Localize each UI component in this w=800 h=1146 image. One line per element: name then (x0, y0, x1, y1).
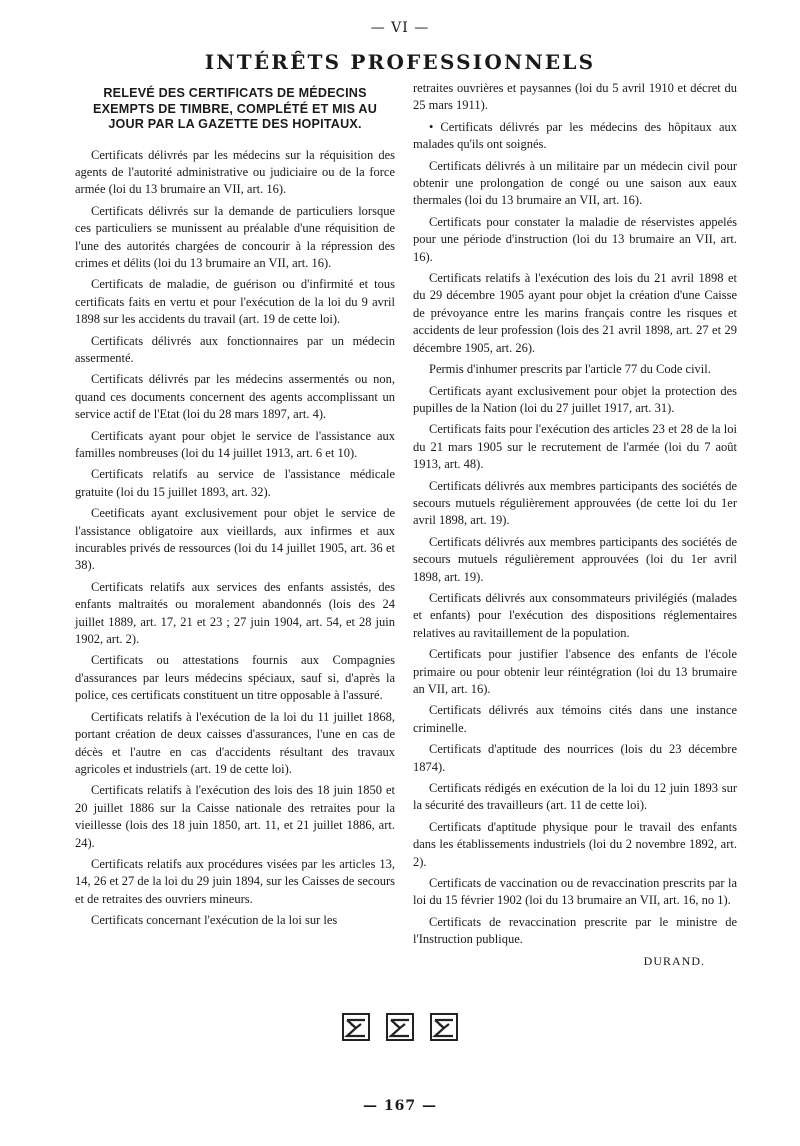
certificate-paragraph: Certificats d'aptitude des nourrices (lois du 23 décembre 1874). (413, 742, 737, 774)
certificate-paragraph: Certificats ayant pour objet le service de l'assistance aux familles nombreuses (loi du 14 juillet 1913, art. 6 et 10). (75, 428, 395, 460)
certificate-paragraph: Certificats pour constater la maladie de réservistes appelés pour une période d'instruction (loi du 13 brumaire an VII, art. 16). (413, 214, 737, 264)
certificate-paragraph: Ceetificats ayant exclusivement pour objet le service de l'assistance obligatoire aux vieillards, aux infirmes et aux incurables privés de ressources (loi du 14 juillet 1905, art. 36 et 38). (75, 506, 395, 573)
certificate-paragraph: Certificats relatifs à l'exécution des lois des 18 juin 1850 et 20 juillet 1886 sur la Caisse nationale des retraites pour la vieillesse (lois des 18 juin 1850, art. 11, et 21 juillet 1886, art. 24). (75, 783, 395, 850)
page-number: — 167 — (363, 1098, 437, 1114)
certificate-paragraph: Permis d'inhumer prescrits par l'article 77 du Code civil. (429, 362, 711, 377)
ornament-icon (385, 1012, 415, 1042)
folio: — VI — (370, 20, 430, 36)
certificate-paragraph: • Certificats délivrés par les médecins des hôpitaux aux malades qu'ils ont soignés. (413, 119, 737, 152)
left-paragraphs (75, 147, 395, 930)
certificate-paragraph: Certificats relatifs à l'exécution de la loi du 11 juillet 1868, portant création de deux caisses d'assurances, l'une en cas de décès et l'autre en cas d'accidents résultant des travaux agricoles et industriels (art. 19 de cette loi). (75, 709, 395, 776)
section-title: INTÉRÊTS PROFESSIONNELS (204, 50, 596, 74)
certificate-paragraph: Certificats de maladie, de guérison ou d'infirmité et tous certificats faits en vertu et pour l'exécution de la loi du 9 avril 1898 sur les accidents du travail (art. 19 de cette loi). (75, 277, 395, 327)
right-paragraphs (413, 80, 737, 949)
certificate-paragraph: Certificats d'aptitude physique pour le travail des enfants dans les établissements industriels (loi du 2 novembre 1892, art. 2). (413, 819, 737, 869)
certificate-paragraph: Certificats relatifs aux services des enfants assistés, des enfants maltraités ou moralement abandonnés (lois des 24 juillet 1889, art. 17, 21 et 23 ; 27 juin 1904, art. 54, et 28 juin 1902, art. 2). (75, 579, 395, 647)
certificate-paragraph: Certificats ayant exclusivement pour objet la protection des pupilles de la Nation (loi du 27 juillet 1917, art. 31). (413, 383, 737, 415)
certificate-paragraph: Certificats délivrés aux membres participants des sociétés de secours mutuels régulièrement approuvées (de cette loi du 1er avril 1898, art. 19). (413, 478, 737, 528)
certificate-paragraph: Certificats délivrés aux consommateurs privilégiés (malades et enfants) pour l'exécution des dispositions réglementaires relatives au ravitaillement de la population. (413, 590, 737, 640)
ornament-row (0, 1012, 800, 1042)
author-signature: DURAND. (643, 953, 705, 968)
certificate-paragraph: Certificats relatifs aux procédures visées par les articles 13, 14, 26 et 27 de la loi du 29 juin 1894, sur les Caisses de secours et de retraites des ouvriers mineurs. (75, 856, 395, 906)
certificate-paragraph: Certificats rédigés en exécution de la loi du 12 juin 1893 sur la sécurité des travailleurs (art. 11 de cette loi). (413, 781, 737, 813)
certificate-paragraph: Certificats de vaccination ou de revaccination prescrits par la loi du 15 février 1902 (loi du 13 brumaire an VII, art. 16, no 1). (413, 876, 737, 908)
certificate-paragraph: Certificats délivrés aux témoins cités dans une instance criminelle. (413, 703, 737, 735)
certificate-paragraph: Certificats délivrés par les médecins sur la réquisition des agents de l'autorité administrative ou judiciaire ou de la force armée (loi du 13 brumaire an VII, art. 16). (75, 147, 395, 197)
right-column (413, 80, 737, 970)
certificate-paragraph: Certificats pour justifier l'absence des enfants de l'école primaire ou pour obtenir leur réintégration (loi du 13 brumaire an VII, art. 16). (413, 647, 737, 696)
certificate-paragraph: retraites ouvrières et paysannes (loi du 5 avril 1910 et décret du 25 mars 1911). (413, 81, 737, 113)
certificate-paragraph: Certificats délivrés à un militaire par un médecin civil pour obtenir une prolongation de congé ou une saison aux eaux thermales (loi du 13 brumaire an VII, art. 16). (413, 158, 737, 208)
left-column (75, 84, 395, 934)
certificate-paragraph: Certificats de revaccination prescrite par le ministre de l'Instruction publique. (413, 914, 737, 947)
certificate-paragraph: Certificats délivrés sur la demande de particuliers lorsque ces particuliers se munissent au préalable d'une réquisition de l'une des autorités chargées de concourir à la répression des crimes et délits (loi du 13 brumaire an VII, art. 16). (75, 203, 395, 270)
ornament-icon (341, 1012, 371, 1042)
ornament-icon (429, 1012, 459, 1042)
certificate-paragraph: Certificats concernant l'exécution de la loi sur les (91, 913, 338, 928)
certificate-paragraph: Certificats faits pour l'exécution des articles 23 et 28 de la loi du 21 mars 1905 sur le recrutement de l'armée (loi du 7 août 1913, art. 48). (413, 422, 737, 472)
certificate-paragraph: Certificats délivrés aux fonctionnaires par un médecin assermenté. (75, 333, 395, 365)
article-heading: RELEVÉ DES CERTIFICATS DE MÉDECINS EXEMPTS DE TIMBRE, COMPLÉTÉ ET MIS AU JOUR PAR LA GAZETTE DES HOPITAUX. (92, 86, 377, 131)
certificate-paragraph: Certificats délivrés aux membres participants des sociétés de secours mutuels régulièrement approuvées (loi du 1er avril 1898, art. 19). (413, 534, 737, 584)
certificate-paragraph: Certificats relatifs à l'exécution des lois du 21 avril 1898 et du 29 décembre 1905 ayant pour objet la création d'une Caisse de prévoyance entre les marins français contre les risques et accidents de leur profession (lois des 21 avril 1898, art. 27 et 29 décembre 1905, art. 26). (413, 271, 737, 355)
certificate-paragraph: Certificats ou attestations fournis aux Compagnies d'assurances par leurs médecins spéciaux, sauf si, d'après la police, ces certificats constituent un titre opposable à l'assuré. (75, 653, 395, 703)
certificate-paragraph: Certificats délivrés par les médecins assermentés ou non, quand ces documents concernent des agents accomplissant un service actif de l'Etat (loi du 28 mars 1897, art. 4). (75, 372, 395, 422)
certificate-paragraph: Certificats relatifs au service de l'assistance médicale gratuite (loi du 15 juillet 1893, art. 32). (75, 467, 395, 499)
